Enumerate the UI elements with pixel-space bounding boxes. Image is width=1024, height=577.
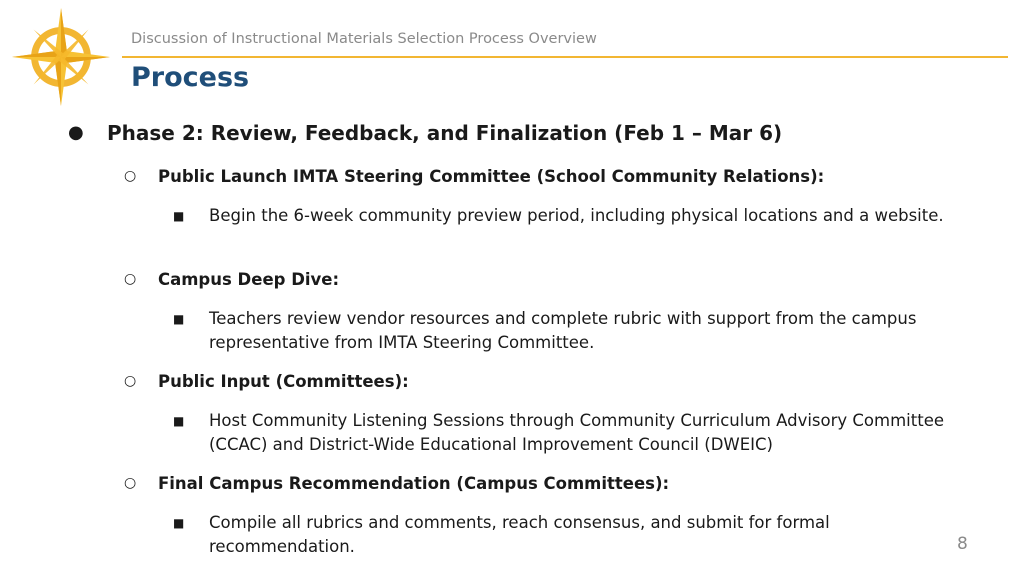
item-heading: Public Launch IMTA Steering Committee (School Community Relations): (158, 167, 825, 186)
item-heading: Public Input (Committees): (158, 372, 409, 391)
compass-star-logo-icon (12, 8, 110, 106)
bullet-square-icon: ■ (173, 209, 185, 223)
bullet-circle-icon: ○ (124, 271, 137, 287)
bullet-square-icon: ■ (173, 516, 185, 530)
bullet-square-icon: ■ (173, 414, 185, 428)
item-detail: Teachers review vendor resources and complete rubric with support from the campus representative from IMTA Steering Committee. (209, 309, 917, 352)
item-detail: Compile all rubrics and comments, reach consensus, and submit for formal recommendation. (209, 513, 830, 556)
bullet-circle-icon: ○ (124, 373, 137, 389)
slide-title: Process (131, 62, 250, 93)
item-detail: Begin the 6-week community preview period, including physical locations and a website. (209, 206, 944, 225)
bullet-square-icon: ■ (173, 312, 185, 326)
page-number: 8 (957, 534, 968, 554)
item-heading: Campus Deep Dive: (158, 270, 340, 289)
header-divider (122, 56, 1008, 58)
bullet-circle-icon: ○ (124, 168, 137, 184)
item-detail: Host Community Listening Sessions through Community Curriculum Advisory Committee (CCAC) and District-Wide Educational Improvement Council (DWEIC) (209, 411, 944, 454)
presentation-subtitle: Discussion of Instructional Materials Selection Process Overview (131, 31, 597, 47)
bullet-circle-icon: ○ (124, 475, 137, 491)
phase-heading: Phase 2: Review, Feedback, and Finalization (Feb 1 – Mar 6) (107, 121, 783, 145)
bullet-disc-icon: ● (68, 122, 84, 143)
item-heading: Final Campus Recommendation (Campus Committees): (158, 474, 670, 493)
